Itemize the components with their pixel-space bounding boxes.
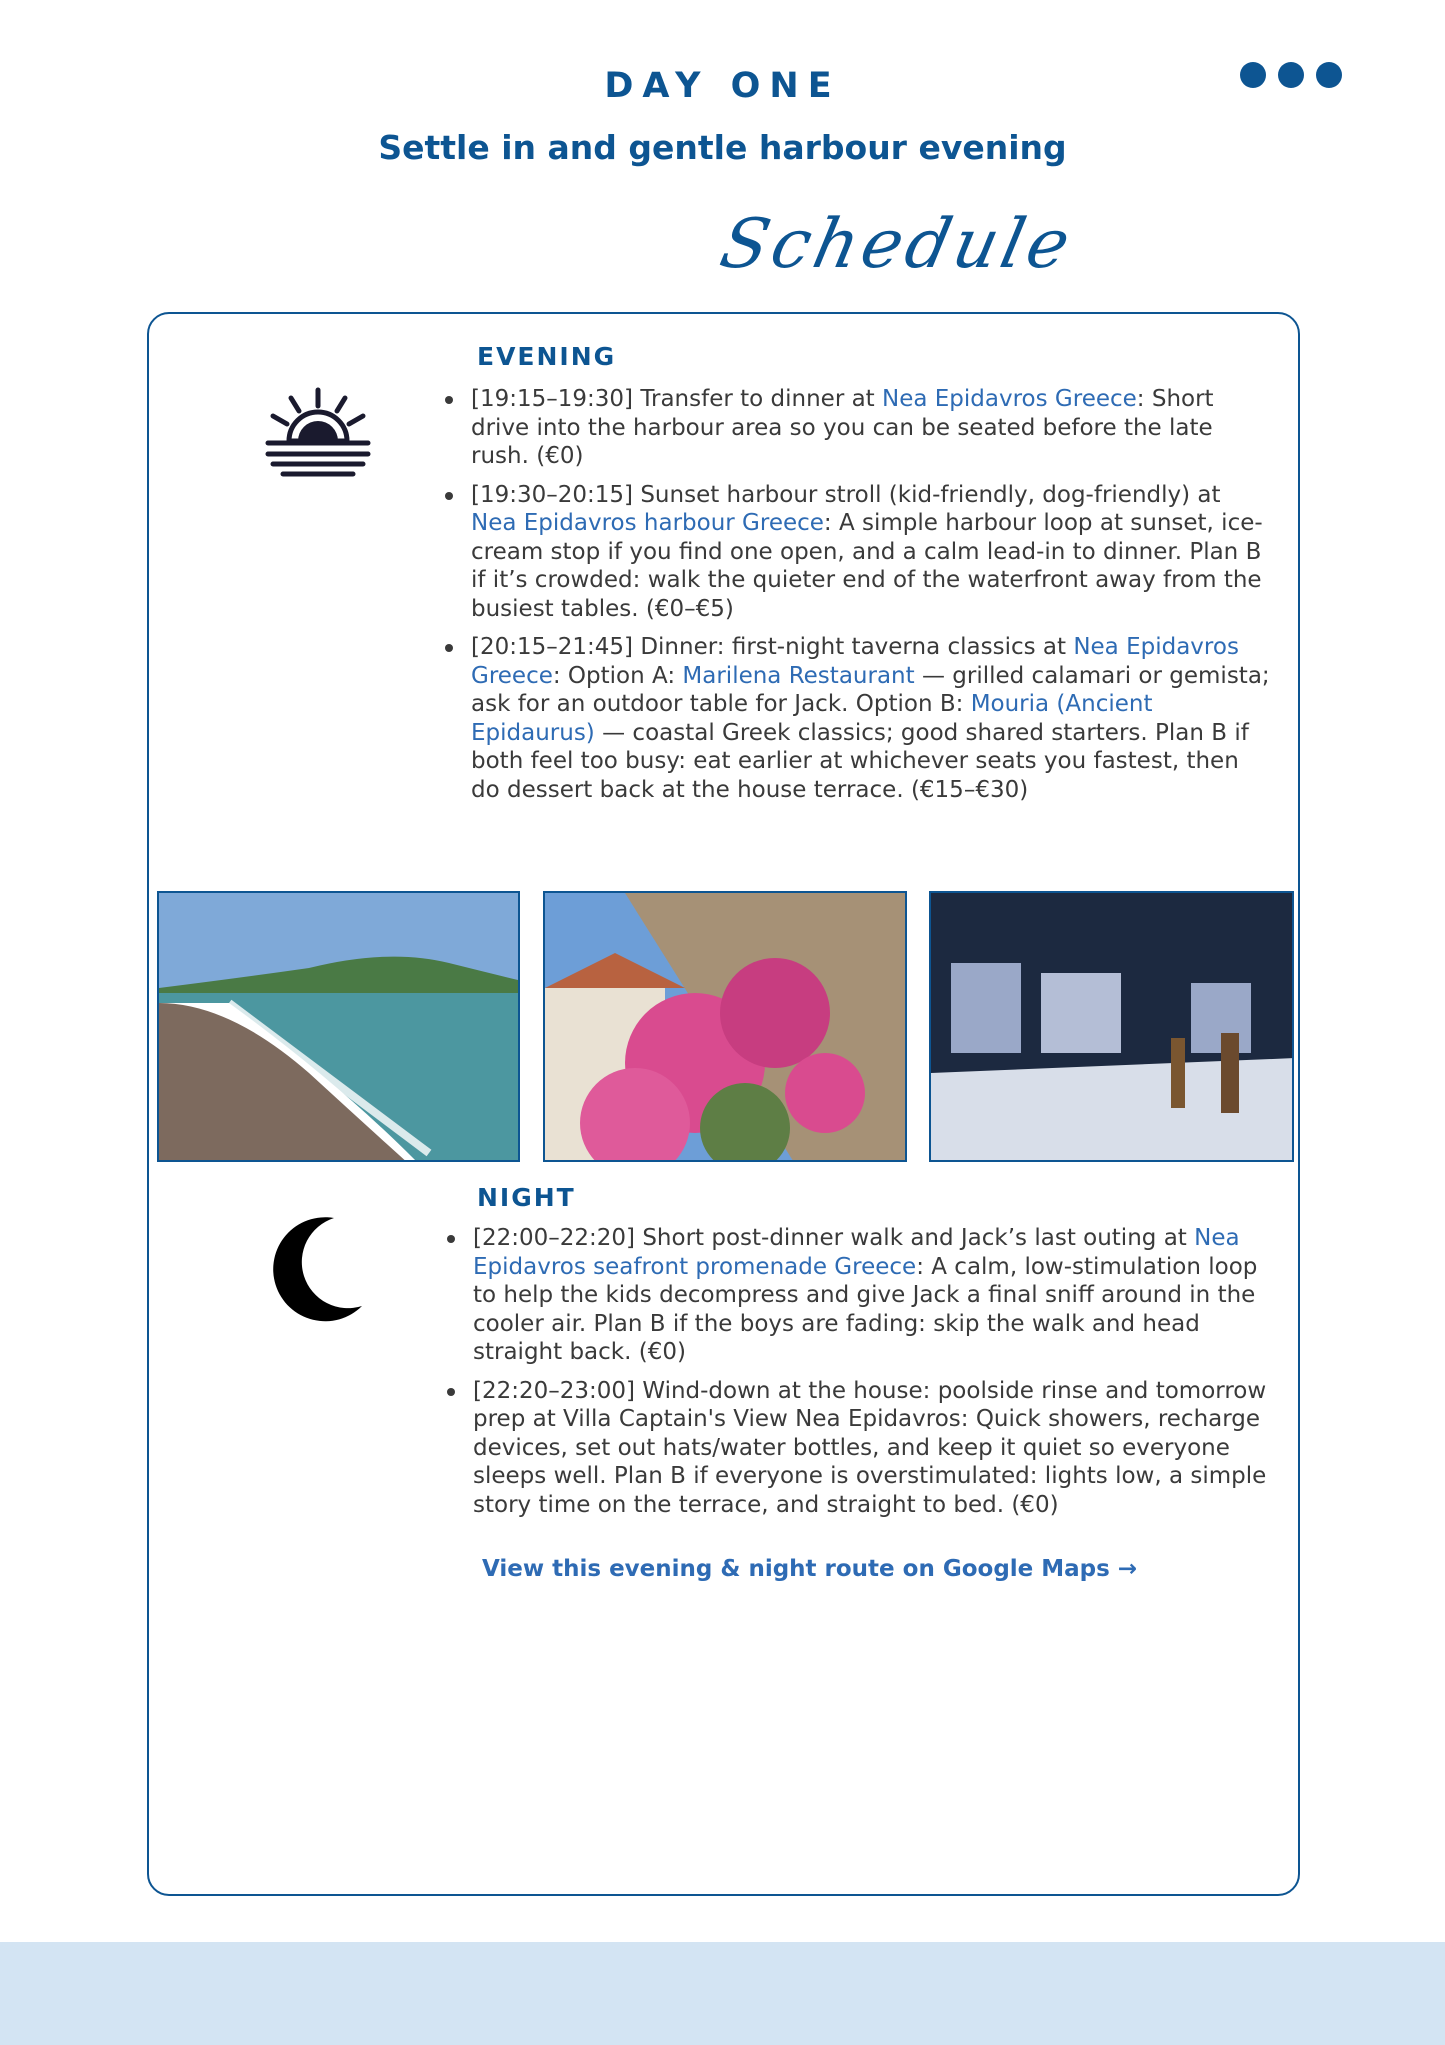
google-maps-route-link[interactable]: View this evening & night route on Google Maps → (482, 1556, 1138, 1582)
restaurant-link[interactable]: Mouria (Ancient Epidaurus) (471, 691, 1153, 746)
footer-band (0, 1942, 1445, 2045)
evening-title: EVENING (477, 342, 617, 371)
crescent-moon-icon (272, 1214, 364, 1326)
restaurant-link[interactable]: Marilena Restaurant (682, 662, 915, 689)
place-link[interactable]: Nea Epidavros Greece (471, 634, 1239, 689)
place-link[interactable]: Nea Epidavros seafront promenade Greece (473, 1225, 1240, 1280)
place-link[interactable]: Nea Epidavros harbour Greece (471, 510, 824, 536)
list-item: [22:20–23:00] Wind-down at the house: poolside rinse and tomorrow prep at Villa Captain's View Nea Epidavros: Quick showers, recharge devices, set out hats/water bottles, and keep it quiet so everyone sleeps well. Plan B if everyone is overstimulated: lights low, a simple story time on the terrace, and straight to bed. (€0) (473, 1377, 1273, 1520)
evening-list (442, 385, 1271, 814)
list-item: [19:30–20:15] Sunset harbour stroll (kid-friendly, dog-friendly) at Nea Epidavros harbour Greece: A simple harbour loop at sunset, ice-cream stop if you find one open, and a calm lead-in to dinner. Plan B if it’s crowded: walk the quieter end of the waterfront away from the busiest tables. (€0–€5) (471, 481, 1271, 624)
night-list (444, 1224, 1273, 1529)
night-title: NIGHT (477, 1183, 576, 1212)
list-item: [20:15–21:45] Dinner: first-night taverna classics at Nea Epidavros Greece: Option A: Marilena Restaurant — grilled calamari or gemista; ask for an outdoor table for Jack. Option B: Mouria (Ancient Epidaurus) — coastal Greek classics; good shared starters. Plan B if both feel too busy: eat earlier at whichever seats you fastest, then do dessert back at the house terrace. (€15–€30) (471, 634, 1270, 803)
bougainvillea-photo (543, 891, 907, 1162)
schedule-script-heading: Schedule (713, 205, 1081, 284)
day-subtitle: Settle in and gentle harbour evening (378, 128, 1067, 167)
taverna-table-photo (929, 891, 1294, 1162)
day-label: DAY ONE (604, 66, 841, 106)
beach-photo (157, 891, 520, 1162)
place-link[interactable]: Nea Epidavros Greece (882, 386, 1137, 412)
list-item: [22:00–22:20] Short post-dinner walk and Jack’s last outing at Nea Epidavros seafront promenade Greece: A calm, low-stimulation loop to help the kids decompress and give Jack a final sniff around in the cooler air. Plan B if the boys are fading: skip the walk and head straight back. (€0) (473, 1224, 1273, 1367)
sunset-icon (265, 386, 371, 482)
list-item: [19:15–19:30] Transfer to dinner at Nea Epidavros Greece: Short drive into the harbour area so you can be seated before the late rush. (€0) (471, 385, 1271, 471)
